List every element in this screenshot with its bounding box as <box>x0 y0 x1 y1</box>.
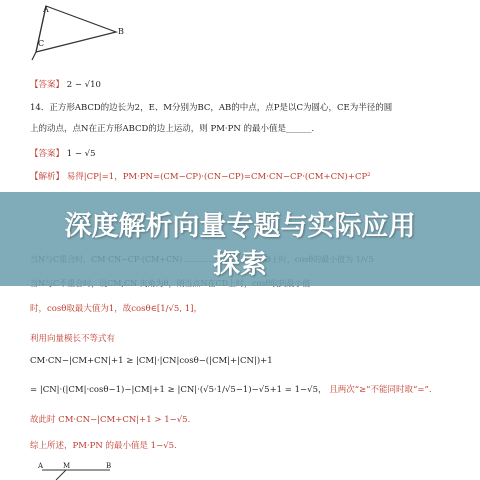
triangle-figure <box>24 2 134 66</box>
banner-title-line2: 探索 <box>213 249 267 280</box>
analysis-conclusion <box>30 441 177 452</box>
banner-title-line1: 深度解析向量专题与实际应用 <box>64 211 416 242</box>
analysis-text: 易得|CP|=1，PM·PN=(CM−CP)·(CN−CP)=CM·CN−CP·(CM+CN)+CP² <box>66 172 371 182</box>
figure-label-c: C <box>38 39 45 48</box>
analysis-tag: 【解析】 <box>30 172 65 182</box>
square-figure <box>36 460 116 480</box>
answer-14 <box>30 149 95 160</box>
analysis-use-ineq: 利用向量模长不等式有 <box>30 334 116 344</box>
inequality-line1: CM·CN−|CM+CN|+1 ≥ |CM|·|CN|cosθ−(|CM|+|CN|)+1 <box>30 356 273 366</box>
figure-label-b2: B <box>106 462 112 470</box>
inequality-text: = |CN|·(|CM|·cosθ−1)−|CM|+1 ≥ |CN|·(√5·1/√5−1)−√5+1 = 1−√5， <box>30 385 327 395</box>
conclusion-text: 综上所述，PM·PN 的最小值是 1−√5. <box>30 441 177 451</box>
answer-value: 2 − √10 <box>66 80 101 90</box>
figure-label-b: B <box>118 27 124 36</box>
analysis-line1 <box>30 172 371 183</box>
inequality-note: 且两次“≥”不能同时取“=”. <box>329 385 432 395</box>
answer-tag: 【答案】 <box>30 149 65 159</box>
question-14-line1: 14．正方形ABCD的边长为2，E、M分别为BC，AB的中点，点P是以C为圆心，CE为半径的圆 <box>30 103 393 113</box>
analysis-cos-range <box>30 304 202 315</box>
answer-value: 1 − √5 <box>66 149 96 159</box>
analysis-so <box>30 415 190 426</box>
inequality-line2 <box>30 385 432 396</box>
cos-range-text: 时，cosθ取最大值为1，故cosθ∈[1/√5, 1]， <box>30 304 202 314</box>
figure-label-m: M <box>63 462 71 470</box>
figure-label-a2: A <box>38 462 44 470</box>
answer-tag: 【答案】 <box>30 80 65 90</box>
answer-13 <box>30 80 101 91</box>
so-text: 故此时 CM·CN−|CM+CN|+1 > 1−√5. <box>30 415 191 425</box>
question-14-line2: 上的动点，点N在正方形ABCD的边上运动，则 PM·PN 的最小值是______. <box>30 124 315 134</box>
title-banner <box>0 192 480 286</box>
figure-label-a: A <box>43 5 49 14</box>
